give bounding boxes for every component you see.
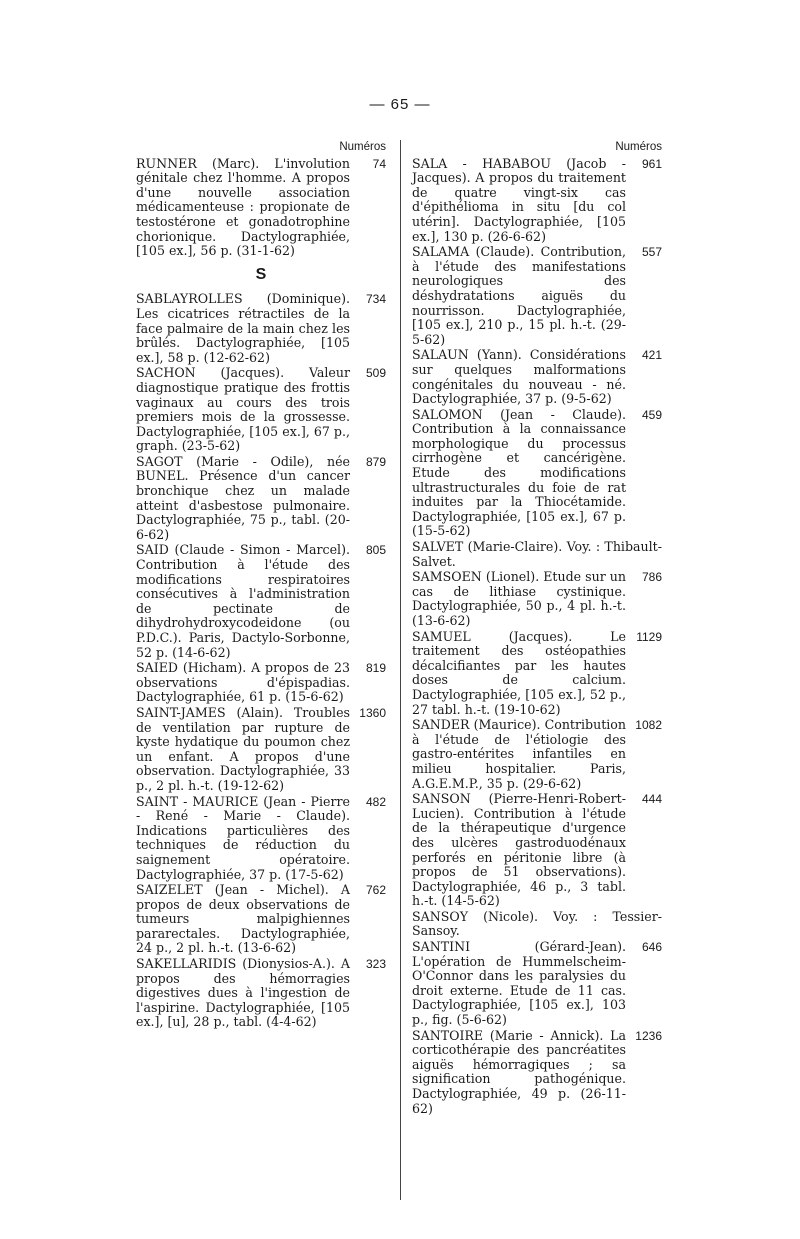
column-divider (400, 140, 401, 1200)
catalog-entry (412, 910, 662, 939)
entry-number: 961 (641, 156, 662, 171)
entry-text: SAINT - MAURICE (Jean - Pierre - René - Marie - Claude). Indications particulières des techniques de réduction du saignement opératoire. Dactylographiée, 37 p. (17-5-62) (136, 793, 350, 882)
catalog-entry (412, 940, 662, 1028)
entry-number: 421 (641, 348, 662, 363)
entry-number: 786 (641, 570, 662, 585)
entry-text: SAIED (Hicham). A propos de 23 observations d'épispadias. Dactylographiée, 61 p. (15-6-62) (136, 660, 350, 705)
catalog-entry (412, 348, 662, 406)
catalog-entry (136, 455, 386, 543)
entry-text: SAMSOEN (Lionel). Etude sur un cas de lithiase cystinique. Dactylographiée, 50 p., 4 pl. h.-t. (13-6-62) (412, 569, 626, 628)
catalog-entry (412, 792, 662, 909)
entry-number: 805 (365, 543, 386, 558)
catalog-entry (412, 408, 662, 539)
entry-text: SALA - HABABOU (Jacob - Jacques). A propos du traitement de quatre vingt-six cas d'épithélioma in situ [du col utérin]. Dactylographiée, [105 ex.], 130 p. (26-6-62) (412, 155, 626, 244)
catalog-entry (412, 245, 662, 347)
entry-number: 557 (641, 245, 662, 260)
entry-text: SALVET (Marie-Claire). Voy. : Thibault-Salvet. (412, 539, 662, 569)
numeros-header: Numéros (615, 141, 662, 153)
entry-text: SANSOY (Nicole). Voy. : Tessier-Sansoy. (412, 908, 662, 939)
entry-text: SANTOIRE (Marie - Annick). La corticothérapie des pancréatites aiguës hémorragiques ; sa signification pathogénique. Dactylographiée, 49 p. (26-11-62) (412, 1027, 626, 1116)
entry-number: 1129 (636, 629, 662, 644)
catalog-entry (136, 957, 386, 1030)
catalog-entry (136, 661, 386, 705)
entry-number: 646 (641, 940, 662, 955)
entry-number: 1360 (359, 705, 386, 720)
entry-list-right (412, 157, 662, 1117)
catalog-entry (136, 366, 386, 454)
catalog-entry (412, 718, 662, 791)
entry-text: SABLAYROLLES (Dominique). Les cicatrices rétractiles de la face palmaire de la main chez les brûlés. Dactylographiée, [105 ex.], 58 p. (12-62-62) (136, 291, 350, 365)
entry-number: 323 (365, 957, 386, 972)
entry-text: SALOMON (Jean - Claude). Contribution à la connaissance morphologique du processus cirrhogène et cancérigène. Etude des modifications ultrastructurales du foie de rat induites par la Thiocétamide. Dactylographiée, [105 ex.], 67 p. (15-5-62) (412, 406, 626, 539)
entry-number: 1236 (635, 1028, 662, 1043)
catalog-entry (412, 1029, 662, 1117)
catalog-entry (412, 570, 662, 628)
catalog-entry (412, 157, 662, 245)
entry-number: 1082 (635, 718, 662, 733)
entry-list-s (136, 292, 386, 1030)
entry-number: 482 (365, 794, 386, 809)
catalog-entry (136, 292, 386, 365)
entry-text: SALAUN (Yann). Considérations sur quelques malformations congénitales du nouveau - né. Dactylographiée, 37 p. (9-5-62) (412, 347, 626, 407)
entry-number: 762 (365, 883, 386, 898)
section-letter: S (255, 265, 267, 283)
catalog-entry (136, 795, 386, 883)
catalog-entry (136, 883, 386, 956)
entry-number: 444 (641, 792, 662, 807)
entry-text: SANDER (Maurice). Contribution à l'étude de l'étiologie des gastro-entérites infantiles en milieu hospitalier. Paris, A.G.E.M.P., 35 p. (29-6-62) (412, 717, 626, 791)
entry-text: RUNNER (Marc). L'involution génitale chez l'homme. A propos d'une nouvelle association médicamenteuse : propionate de testostérone et gonadotrophine chorionique. Dactylographiée, [105 ex.], 56 p. (31-1-62) (136, 155, 350, 259)
entry-number: 879 (365, 454, 386, 469)
entry-number: 509 (365, 366, 386, 381)
catalog-entry (136, 543, 386, 660)
entry-number: 734 (365, 292, 386, 307)
entry-number: 74 (372, 156, 386, 171)
entry-number: 819 (365, 661, 386, 676)
entry-text: SAID (Claude - Simon - Marcel). Contribution à l'étude des modifications respiratoires consécutives à l'administration de pectinate de dihydrohydroxycodeidone (ou P.D.C.). Paris, Dactylo-Sorbonne, 52 p. (14-6-62) (136, 542, 350, 660)
entry-text: SAINT-JAMES (Alain). Troubles de ventilation par rupture de kyste hydatique du poumon chez un enfant. A propos d'une observation. Dactylographiée, 33 p., 2 pl. h.-t. (19-12-62) (136, 704, 350, 793)
right-column (412, 140, 662, 1117)
catalog-entry (136, 157, 386, 259)
catalog-entry (412, 630, 662, 718)
entry-text: SALAMA (Claude). Contribution, à l'étude des manifestations neurologiques des déshydratations aiguës du nourrisson. Dactylographiée, [105 ex.], 210 p., 15 pl. h.-t. (29-5-62) (412, 244, 626, 347)
left-column (136, 140, 386, 1031)
entry-text: SANSON (Pierre-Henri-Robert-Lucien). Contribution à l'étude de la thérapeutique d'urgence des ulcères gastroduodénaux perforés en péritonie libre (à propos de 51 observations). Dactylographiée, 46 p., 3 tabl. h.-t. (14-5-62) (412, 791, 626, 909)
numeros-header: Numéros (339, 141, 386, 153)
entry-text: SANTINI (Gérard-Jean). L'opération de Hummelscheim-O'Connor dans les paralysies du droit externe. Etude de 11 cas. Dactylographiée, [105 ex.], 103 p., fig. (5-6-62) (412, 939, 626, 1028)
entry-text: SAIZELET (Jean - Michel). A propos de deux observations de tumeurs malpighiennes pararectales. Dactylographiée, 24 p., 2 pl. h.-t. (13-6-62) (136, 882, 350, 956)
catalog-entry (136, 706, 386, 794)
entry-list-r (136, 157, 386, 259)
entry-text: SAMUEL (Jacques). Le traitement des ostéopathies décalcifiantes par les hautes doses de calcium. Dactylographiée, [105 ex.], 52 p., 27 tabl. h.-t. (19-10-62) (412, 628, 626, 717)
entry-text: SAGOT (Marie - Odile), née BUNEL. Présence d'un cancer bronchique chez un malade atteint d'asbestose pulmonaire. Dactylographiée, 75 p., tabl. (20-6-62) (136, 453, 350, 542)
page-number: — 65 — (369, 96, 431, 113)
entry-text: SACHON (Jacques). Valeur diagnostique pratique des frottis vaginaux au cours des trois premiers mois de la grossesse. Dactylographiée, [105 ex.], 67 p., graph. (23-5-62) (136, 365, 350, 454)
catalog-entry (412, 540, 662, 569)
entry-text: SAKELLARIDIS (Dionysios-A.). A propos des hémorragies digestives dues à l'ingestion de l'aspirine. Dactylographiée, [105 ex.], [u], 28 p., tabl. (4-4-62) (136, 956, 350, 1030)
entry-number: 459 (641, 407, 662, 422)
